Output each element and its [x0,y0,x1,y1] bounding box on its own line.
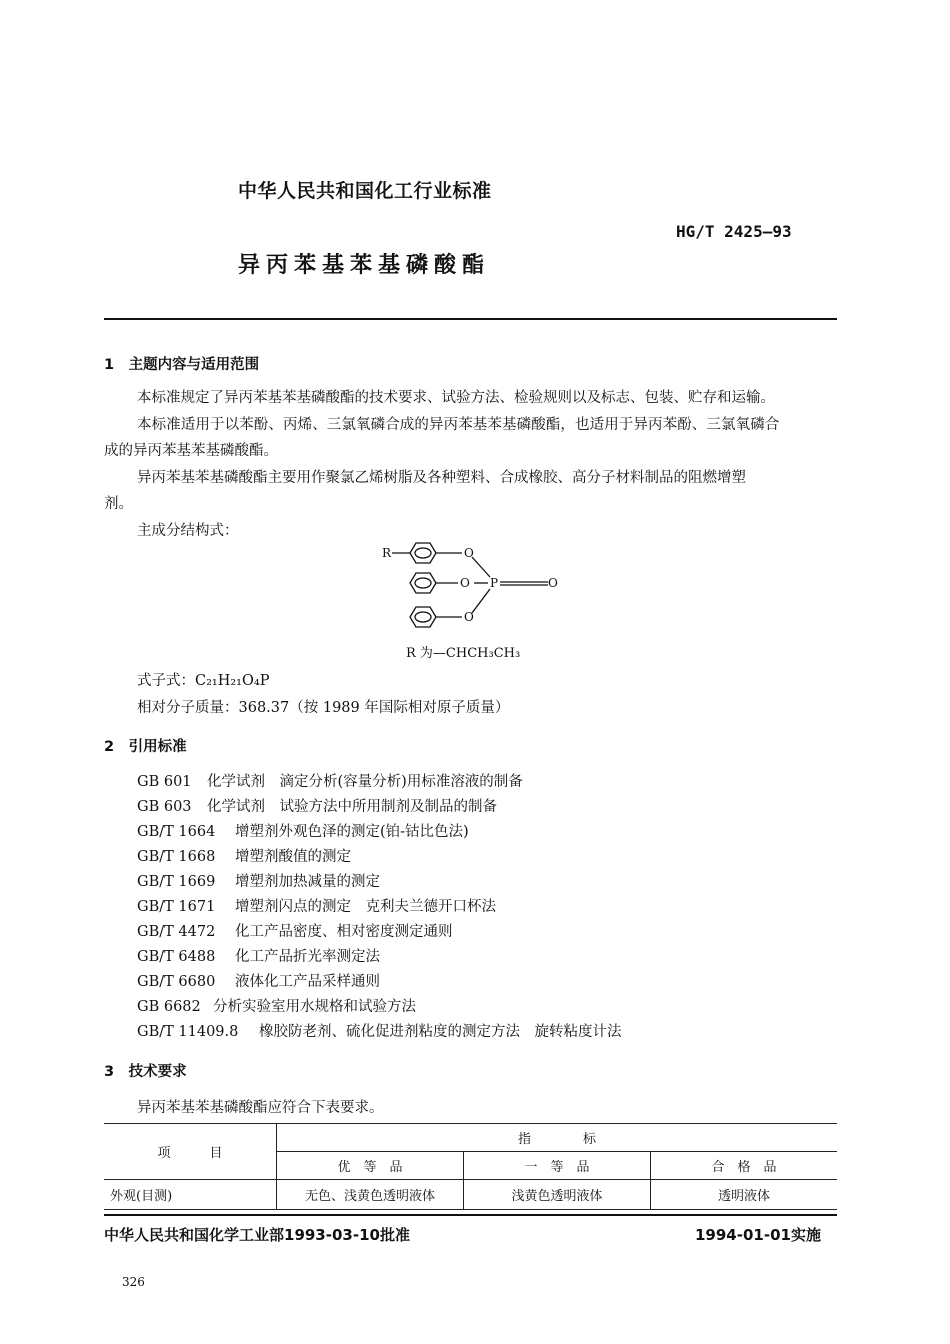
molecular-formula: 式子式：C₂₁H₂₁O₄P [137,673,270,689]
struct-r: R [382,546,392,560]
reference-title: 橡胶防老剂、硫化促进剂粘度的测定方法 旋转粘度计法 [259,1024,622,1040]
approval-text: 中华人民共和国化学工业部1993-03-10批准 [104,1226,410,1244]
reference-code: GB/T 11409.8 [137,1024,239,1040]
reference-code: GB/T 1664 [137,824,216,840]
grade-first: 一 等 品 [464,1152,651,1180]
reference-code: GB 603 [137,799,192,815]
benzene-ring-1 [410,543,436,563]
section-3-heading: 3 技术要求 [104,1064,187,1080]
section-1-paragraph-2-cont: 成的异丙苯基苯基磷酸酯。 [104,443,278,459]
document-title: 异丙苯基苯基磷酸酯 [238,253,491,278]
reference-code: GB/T 4472 [137,924,216,940]
reference-title: 增塑剂外观色泽的测定(铂-钴比色法) [235,824,469,840]
benzene-ring-3 [410,607,436,627]
reference-item [137,895,496,916]
reference-item [137,920,453,941]
reference-title: 增塑剂酸值的测定 [235,849,351,865]
table-row [104,1180,837,1210]
struct-p: P [490,576,499,590]
item-header: 项 目 [104,1124,277,1180]
reference-title: 化工产品密度、相对密度测定通则 [235,924,453,940]
reference-title: 液体化工产品采样通则 [235,974,380,990]
org-title: 中华人民共和国化工行业标准 [238,180,492,202]
index-header: 指 标 [277,1124,838,1152]
header-rule [104,318,837,320]
reference-item [137,945,380,966]
section-2-heading: 2 引用标准 [104,739,187,755]
row-value-first: 浅黄色透明液体 [464,1180,651,1210]
section-1-paragraph-3-cont: 剂。 [104,496,133,512]
row-value-superior: 无色、浅黄色透明液体 [277,1180,464,1210]
structure-label: 主成分结构式： [137,523,239,539]
reference-title: 化学试剂 试验方法中所用制剂及制品的制备 [207,799,497,815]
effective-date: 1994-01-01实施 [695,1226,821,1244]
reference-code: GB/T 1669 [137,874,216,890]
reference-code: GB/T 1671 [137,899,216,915]
struct-o-double: O [548,576,558,590]
section-1-paragraph-3: 异丙苯基苯基磷酸酯主要用作聚氯乙烯树脂及各种塑料、合成橡胶、高分子材料制品的阻燃增塑 [137,470,746,486]
struct-o2: O [460,576,470,590]
molecular-mass: 相对分子质量：368.37（按 1989 年国际相对原子质量） [137,700,510,716]
row-item: 外观(目测) [104,1180,277,1210]
reference-title: 化学试剂 滴定分析(容量分析)用标准溶液的制备 [207,774,523,790]
reference-item [137,995,416,1016]
reference-title: 分析实验室用水规格和试验方法 [213,999,416,1015]
grade-superior: 优 等 品 [277,1152,464,1180]
reference-title: 化工产品折光率测定法 [235,949,380,965]
reference-code: GB/T 6488 [137,949,216,965]
struct-o1: O [464,546,474,560]
benzene-ring-2 [410,573,436,593]
reference-title: 增塑剂闪点的测定 克利夫兰德开口杯法 [235,899,496,915]
reference-item [137,870,380,891]
section-3-intro: 异丙苯基苯基磷酸酯应符合下表要求。 [137,1100,384,1116]
reference-item [137,820,469,841]
reference-item [137,970,380,991]
page-number: 326 [122,1275,145,1289]
reference-code: GB/T 1668 [137,849,216,865]
reference-item [137,770,523,791]
structural-formula [370,535,570,675]
row-value-qualified: 透明液体 [651,1180,838,1210]
section-1-paragraph-1: 本标准规定了异丙苯基苯基磷酸酯的技术要求、试验方法、检验规则以及标志、包装、贮存和运输。 [137,390,775,406]
standard-code: HG/T 2425—93 [676,222,792,241]
section-1-heading: 1 主题内容与适用范围 [104,357,260,373]
struct-r-definition: R 为—CHCH₃CH₃ [406,646,521,661]
spec-table [104,1123,837,1210]
reference-code: GB 6682 [137,999,201,1015]
reference-code: GB/T 6680 [137,974,216,990]
struct-o3: O [464,610,474,624]
grade-qualified: 合 格 品 [651,1152,838,1180]
footer-rule [104,1214,837,1216]
reference-code: GB 601 [137,774,192,790]
section-1-paragraph-2: 本标准适用于以苯酚、丙烯、三氯氧磷合成的异丙苯基苯基磷酸酯，也适用于异丙苯酚、三氯氧磷合 [137,417,780,433]
reference-item [137,845,351,866]
reference-item [137,795,497,816]
reference-item [137,1020,622,1041]
reference-title: 增塑剂加热减量的测定 [235,874,380,890]
